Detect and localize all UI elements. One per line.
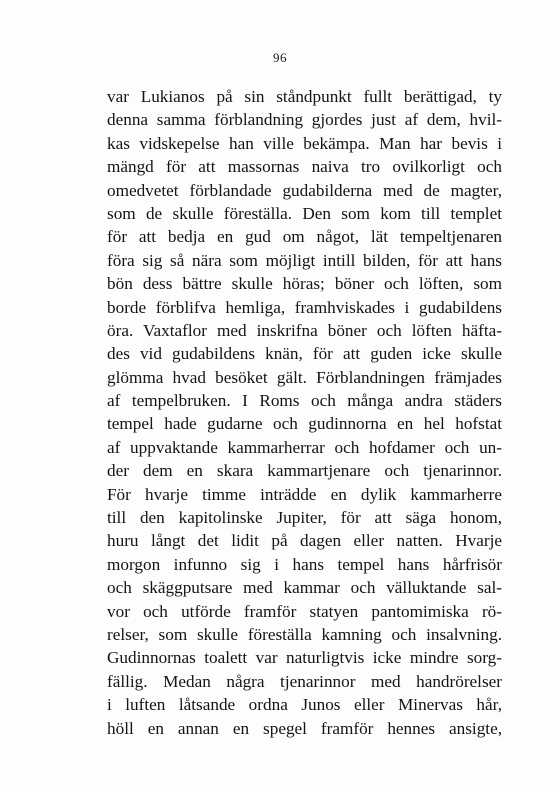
text-line: glömma hvad besöket gält. Förblandningen främjades <box>107 367 502 387</box>
text-line: kas vidskepelse han ville bekämpa. Man har bevis i <box>107 133 502 153</box>
text-line: var Lukianos på sin ståndpunkt fullt berättigad, ty <box>107 87 502 106</box>
text-line: föra sig så nära som möjligt intill bilden, för att hans <box>107 250 502 270</box>
text-line: tempel hade gudarne och gudinnorna en hel hofstat <box>107 414 502 434</box>
text-line: öra. Vaxtaflor med inskrifna böner och löften häfta- <box>107 320 502 340</box>
text-line: fällig. Medan några tjenarinnor med handrörelser <box>107 671 502 691</box>
text-line: omedvetet förblandade gudabilderna med de magter, <box>107 180 502 200</box>
text-line: höll en annan en spegel framför hennes ansigte, <box>107 718 502 738</box>
text-line: Gudinnornas toalett var naturligtvis icke mindre sorg- <box>107 648 502 668</box>
page-number: 96 <box>273 50 287 65</box>
text-line: af tempelbruken. I Roms och många andra städers <box>107 391 502 411</box>
text-line: till den kapitolinske Jupiter, för att säga honom, <box>107 508 502 528</box>
text-line: der dem en skara kammartjenare och tjenarinnor. <box>107 461 502 481</box>
text-line: morgon infunno sig i hans tempel hans hårfrisör <box>107 554 502 574</box>
text-line: mängd för att massornas naiva tro ovilkorligt och <box>107 157 502 177</box>
text-line: och skäggputsare med kammar och välluktande sal- <box>107 578 502 598</box>
text-line: i luften låtsande ordna Junos eller Minervas hår, <box>107 695 502 715</box>
text-line: des vid gudabildens knän, för att guden icke skulle <box>107 344 502 364</box>
text-line: som de skulle föreställa. Den som kom till templet <box>107 203 502 223</box>
text-line: huru långt det lidit på dagen eller natten. Hvarje <box>107 531 502 551</box>
text-line: För hvarje timme inträdde en dylik kammarherre <box>107 484 502 504</box>
text-line: bön dess bättre skulle höras; böner och löften, som <box>107 274 502 294</box>
text-line: för att bedja en gud om något, lät tempeltjenaren <box>107 227 502 247</box>
text-line: af uppvaktande kammarherrar och hofdamer och un- <box>107 437 502 457</box>
text-line: vor och utförde framför statyen pantomimiska rö- <box>107 601 502 621</box>
text-line: relser, som skulle föreställa kamning och insalvning. <box>107 624 502 644</box>
body-text <box>107 85 502 740</box>
text-line: borde förblifva hemliga, framhviskades i gudabildens <box>107 297 502 317</box>
text-line: denna samma förblandning gjordes just af dem, hvil- <box>107 110 502 130</box>
